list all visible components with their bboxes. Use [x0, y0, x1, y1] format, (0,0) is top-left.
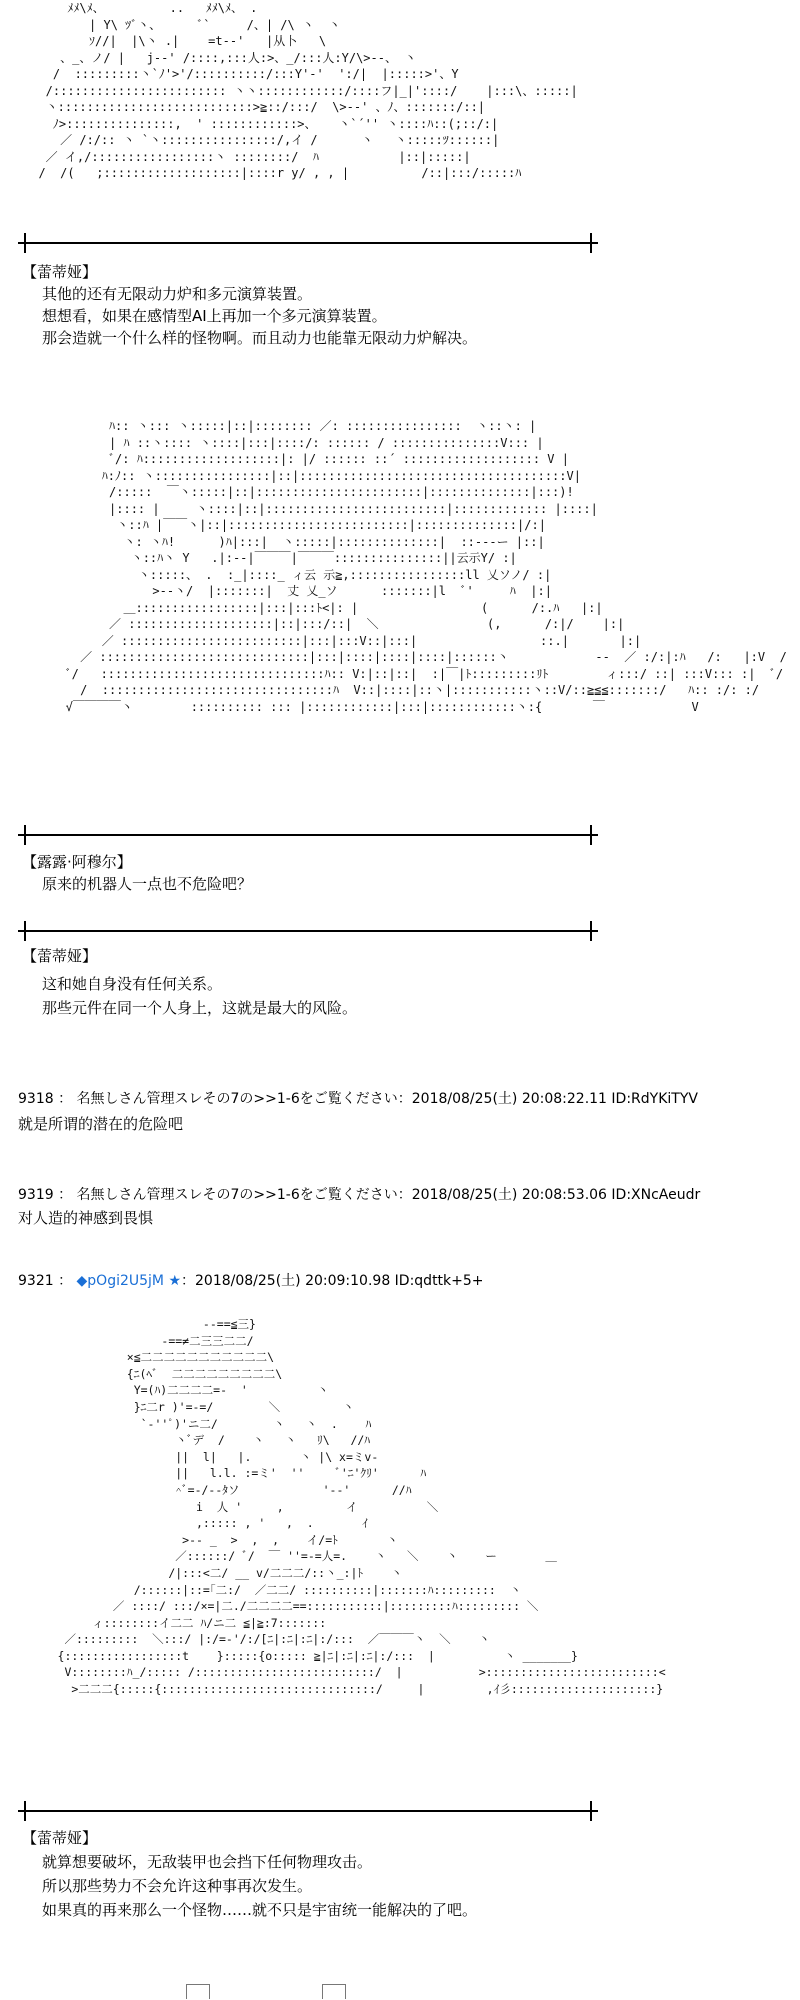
dialogue-line: 想想看，如果在感情型AI上再加一个多元演算装置。	[42, 307, 387, 325]
post-meta: ：2018/08/25(土) 20:09:10.98 ID:qdttk+5+	[181, 1273, 484, 1289]
dialogue-line: 如果真的再来那么一个怪物……就不只是宇宙统一能解决的了吧。	[42, 1901, 478, 1919]
post-header	[18, 1272, 484, 1290]
speaker-label: 【蕾蒂娅】	[22, 947, 98, 965]
divider-1	[18, 230, 598, 256]
ascii-art-3: --==≦三} -==≠二三三二二/ ×≦二二二二二二二二二二二\ {ﾆ(ﾍﾞ 二二二二二二二二二\ Y=(ﾊ)二二二二=- ' 丶 }ﾆ二r )'=-=/ ＼ 丶 `-''ﾟ)'ニ二/ 丶 丶 . ﾊ 丶ﾞデ / 丶 丶 ﾘ\ //ﾊ || l| |. 丶 |\ x=ミv- || l.l. :=ミ' '' ﾞ'ﾆ'ｸﾘ' ﾊ ^ﾞ=-/--ﾀソ '--' //ﾊ i 人 ' , イ ＼ ,::::: , ' , . ｲ >-- _ > , , イ/=ﾄ 丶 ／::::::/ ﾞ/ ￣ ''=-=人=. 丶 ＼ 丶 ー ＿ /|:::<二/ __ v/二二二/::丶_:|ﾄ 丶 /::::::|::=｢二:/ ／二二/ ::::::::::|:::::::ﾊ::::::::: 丶 ／ ::::/ :::/×=|二./二二二二==:::::::::::|:::::::::ﾊ::::::::: ＼ ィ::::::::イ二二 ﾊ/ニ二 ≦|≧:7::::::: ／::::::::: ＼:::/ |:/=-'/:/[ﾆ|:ﾆ|:ﾆ|:/::: ／￣￣￣丶 ＼ 丶 {:::::::::::::::::t }:::::{o::::: ≧|ﾆ|:ﾆ|:ﾆ|:/::: | 丶 _______} V::::::::ﾊ_/::::: /::::::::::::::::::::::::::/ | >:::::::::::::::::::::::::< >二二二{:::::{:::::::::::::::::::::::::::::::/ | ,ｲ彡:::::::::::::::::::::}	[57, 1317, 666, 1697]
post-body: 对人造的神感到畏惧	[18, 1209, 154, 1227]
ascii-art-2: ﾊ:: 丶::: 丶:::::|::|:::::::: ／: :::::::::::::::: 丶::丶: | | ﾊ ::丶:::: 丶::::|:::|::::/: :::::: / :::::::::::::::V::: | ﾞ/: ﾊ:::::::::::::::::::|: |/ :::::: ::´ ::::::::::::::::::: V | ﾊ:ﾉ:: 丶::::::::::::::::|::|:::::::::::::::::::::::::::::::::::::V| /::::: ￣丶:::::|::|:::::::::::::::::::::::|::::::::::::::|:::)! |:::: | 丶::::|::|:::::::::::::::::::::::::|::::::::::::: |::::| 丶::ﾊ |￣￣丶|::|:::::::::::::::::::::::::|::::::::::::::|/:| 丶: 丶ﾊ! )ﾊ|:::| 丶:::::|::::::::::::::| ::---ー |::| 丶::ﾊ丶 Y .|:--|￣￣￣|￣￣￣:::::::::::::::||云示Y/ :| 丶:::::、 . :_|::::_ ィ云 示≧,::::::::::::::::ll 乂ソノ/ :| >--丶/ |:::::::| 丈 乂_ソ :::::::|l ﾞ' ﾊ |:| ＿:::::::::::::::::|:::|:::ﾄ<|: | ( /:.ﾊ |:| ／ ::::::::::::::::::::|::|:::/::| ＼ (, /:|/ |:| ／ :::::::::::::::::::::::::|:::|:::V::|:::| ::.| |:| ／ :::::::::::::::::::::::::::::|:::|::::|::::|::::|::::::丶 -- ／ :/:|:ﾊ /: |:V / ﾞ/ :::::::::::::::::::::::::::::::ﾊ:: V:|::|::| :|￣|ﾄ:::::::::ﾘﾄ ィ:::/ ::| :::V::: :| ﾞ/ / ::::::::::::::::::::::::::::::::ﾊ V::|::::|::丶|:::::::::::丶::V/::≧≦≦:::::::/ ﾊ:: :/: :/ √￣￣￣￣丶 :::::::::: ::: |::::::::::::|:::|::::::::::::丶:{ ￣ V	[65, 419, 787, 714]
divider-4	[18, 1798, 598, 1824]
speaker-label: 【蕾蒂娅】	[22, 263, 98, 281]
post-body: 就是所谓的潜在的危险吧	[18, 1115, 184, 1133]
speaker-label: 【露露·阿穆尔】	[22, 853, 132, 871]
dialogue-line: 那会造就一个什么样的怪物啊。而且动力也能靠无限动力炉解决。	[42, 329, 478, 347]
dialogue-line: 原来的机器人一点也不危险吧？	[42, 875, 253, 893]
divider-3	[18, 918, 598, 944]
speaker-label: 【蕾蒂娅】	[22, 1829, 98, 1847]
dialogue-line: 这和她自身没有任何关系。	[42, 975, 223, 993]
cropped-box-left	[186, 1984, 210, 1999]
post-header: 9318 ： 名無しさん管理スレその7の>>1-6をご覧ください：2018/08/25(土) 20:08:22.11 ID:RdYKiTYV	[18, 1091, 698, 1107]
poster-trip-link[interactable]: ◆pOgi2U5jM ★	[76, 1273, 182, 1289]
dialogue-line: 那些元件在同一个人身上，这就是最大的风险。	[42, 999, 358, 1017]
cropped-footer	[0, 1984, 800, 2000]
dialogue-line: 所以那些势力不会允许这种事再次发生。	[42, 1877, 313, 1895]
divider-2	[18, 822, 598, 848]
cropped-box-right	[322, 1984, 346, 1999]
post-header: 9319 ： 名無しさん管理スレその7の>>1-6をご覧ください：2018/08/25(土) 20:08:53.06 ID:XNcAeudr	[18, 1187, 701, 1203]
dialogue-line: 其他的还有无限动力炉和多元演算装置。	[42, 285, 313, 303]
ascii-art-1: ﾒﾒ\ﾒ、 .. ﾒﾒ\ﾒ、 . | Y\ ﾂﾞ丶、 ﾞ` /、| /\ 丶 丶 ｿ//| |\丶 .| =t--' |从卜 \ 、_、ノ/ | j--' /::::,:::人:>、_/:::人:Y/\>--、 丶 / :::::::::丶`ﾉ'>'/::::::::::/:::Y'-' ':/| |:::::>'、Y /:::::::::::::::::::::::: 丶丶::::::::::::/::::フ|_|'::::/ |:::\、:::::| 丶:::::::::::::::::::::::::::>≧::/:::/ \>--' 、ﾉ、:::::::/::| ﾉ>:::::::::::::::, ' ::::::::::::>、 丶`´'' 丶::::ﾊ::(;::/:| ／ /:/:: 丶 `丶::::::::::::::::/,イ / 丶 丶:::::ﾂ::::::| ／ イ,/:::::::::::::::::丶 ::::::::/ ﾊ |::|:::::| / /( ;:::::::::::::::::::|::::r y/ , , | /::|:::/:::::ﾊ	[38, 1, 578, 180]
post-number: 9321 ：	[18, 1273, 77, 1289]
dialogue-line: 就算想要破坏，无敌装甲也会挡下任何物理攻击。	[42, 1853, 373, 1871]
